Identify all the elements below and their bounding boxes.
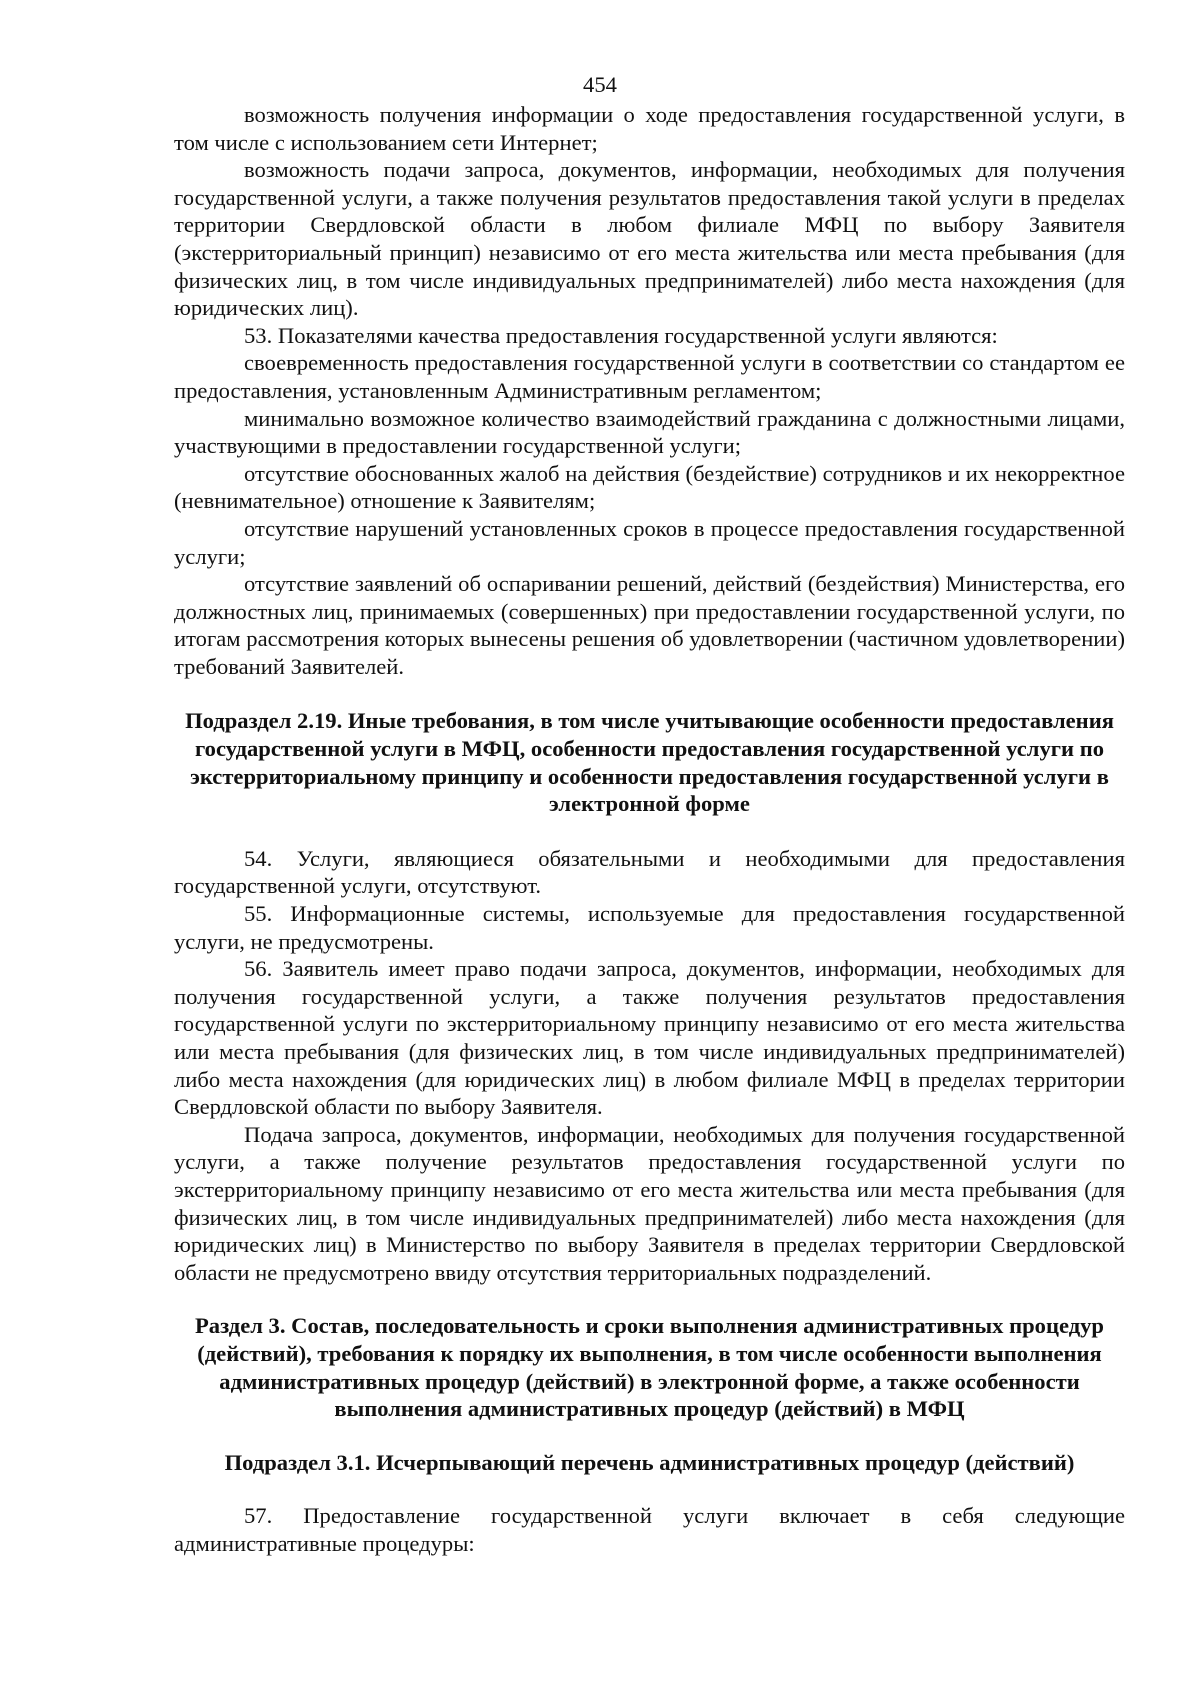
paragraph-no-complaints: отсутствие обоснованных жалоб на действия (бездействие) сотрудников и их некорректное (невнимательное) отношение к Заявителям; bbox=[174, 460, 1125, 514]
page-number: 454 bbox=[583, 72, 617, 97]
subsection-heading-3-1: Подраздел 3.1. Исчерпывающий перечень административных процедур (действий) bbox=[224, 1449, 1075, 1475]
paragraph-filing-ministry: Подача запроса, документов, информации, необходимых для получения государственной услуги, а также получение результатов предоставления государственной услуги по экстерриториальному принципу независимо от его места жительства или места пребывания (для физических лиц, в том числе индивидуальных предпринимателей) либо места нахождения (для юридических лиц) в Министерство по выбору Заявителя в пределах территории Свердловской области не предусмотрено ввиду отсутствия территориальных подразделений. bbox=[174, 1121, 1125, 1285]
section-heading-3: Раздел 3. Состав, последовательность и сроки выполнения административных процедур (действий), требования к порядку их выполнения, в том числе особенности выполнения административных процедур (действий) в электронной форме, а также особенности выполнения административных процедур (действий) в МФЦ bbox=[195, 1313, 1104, 1422]
paragraph-no-violations: отсутствие нарушений установленных сроков в процессе предоставления государственной услуги; bbox=[174, 515, 1125, 569]
paragraph-54: 54. Услуги, являющиеся обязательными и необходимыми для предоставления государственной услуги, отсутствуют. bbox=[174, 845, 1125, 899]
paragraph-55: 55. Информационные системы, используемые для предоставления государственной услуги, не предусмотрены. bbox=[174, 901, 1125, 954]
paragraph-info-access: возможность получения информации о ходе предоставления государственной услуги, в том числе с использованием сети Интернет; bbox=[174, 102, 1125, 155]
document-body bbox=[174, 101, 1125, 1558]
paragraph-57: 57. Предоставление государственной услуги включает в себя следующие административные процедуры: bbox=[174, 1503, 1125, 1556]
paragraph-56: 56. Заявитель имеет право подачи запроса, документов, информации, необходимых для получения государственной услуги, а также получения результатов предоставления государственной услуги по экстерриториальному принципу независимо от его места жительства или места пребывания (для физических лиц, в том числе индивидуальных предпринимателей) либо места нахождения (для юридических лиц) в любом филиале МФЦ в пределах территории Свердловской области по выбору Заявителя. bbox=[174, 956, 1125, 1120]
subsection-heading-2-19: Подраздел 2.19. Иные требования, в том числе учитывающие особенности предоставления государственной услуги в МФЦ, особенности предоставления государственной услуги по экстерриториальному принципу и особенности предоставления государственной услуги в электронной форме bbox=[185, 708, 1114, 817]
paragraph-no-appeals: отсутствие заявлений об оспаривании решений, действий (бездействия) Министерства, его должностных лиц, принимаемых (совершенных) при предоставлении государственной услуги, по итогам рассмотрения которых вынесены решения об удовлетворении (частичном удовлетворении) требований Заявителей. bbox=[174, 571, 1125, 679]
paragraph-timeliness: своевременность предоставления государственной услуги в соответствии со стандартом ее предоставления, установленным Административным регламентом; bbox=[174, 350, 1125, 403]
paragraph-min-interactions: минимально возможное количество взаимодействий гражданина с должностными лицами, участвующими в предоставлении государственной услуги; bbox=[174, 405, 1125, 459]
paragraph-extraterritorial-filing: возможность подачи запроса, документов, информации, необходимых для получения государственной услуги, а также получения результатов предоставления такой услуги в пределах территории Свердловской области в любом филиале МФЦ по выбору Заявителя (экстерриториальный принцип) независимо от его места жительства или места пребывания (для физических лиц, в том числе индивидуальных предпринимателей) либо места нахождения (для юридических лиц). bbox=[174, 157, 1125, 321]
paragraph-53: 53. Показателями качества предоставления государственной услуги являются: bbox=[244, 322, 998, 348]
